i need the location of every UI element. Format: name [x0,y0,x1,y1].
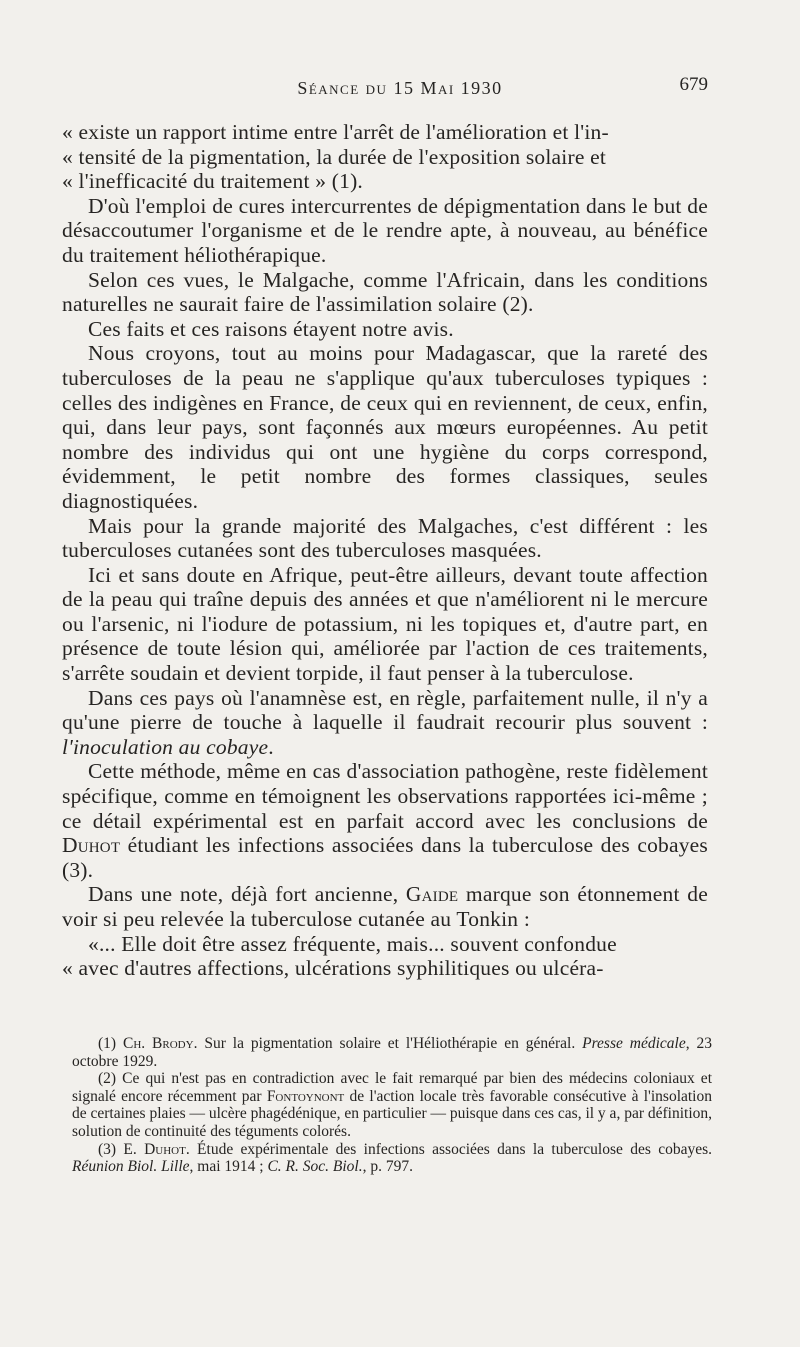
source-title: Réunion Biol. Lille [72,1158,190,1176]
emphasis: l'inoculation au cobaye [62,734,269,759]
author-name: Ch. Brody [122,1035,194,1052]
paragraph: Dans ces pays où l'anamnèse est, en règle, parfaitement nulle, il n'y a qu'une pierre de touche à laquelle il faudrait recourir plus souvent : l'inoculation au cobaye. [62,685,708,759]
body-text [62,120,708,981]
paragraph: Cette méthode, même en cas d'association pathogène, reste fidèlement spécifique, comme en témoignent les observations rapportées ici-même ; ce détail expérimental est en parfait accord avec les conclusions de Duhot étudiant les infections associées dans la tuberculose des cobayes (3). [62,759,708,882]
source-title: Presse médicale [582,1035,686,1052]
page-header [0,74,800,108]
footnote-2: (2) Ce qui n'est pas en contradiction avec le fait remarqué par bien des médecins coloniaux et signalé encore récemment par Fontoynont de l'action locale très favorable consécutive à l'insolation de certaines plaies — ulcère phagédénique, en particulier — puisque dans ces cas, il y a, par définition, solution de continuité des téguments colorés. [72,1070,712,1140]
author-name: Gaide [405,882,459,907]
author-name: Fontoynont [266,1087,345,1105]
paragraph: Dans une note, déjà fort ancienne, Gaide marque son étonnement de voir si peu relevée la tuberculose cutanée au Tonkin : [62,882,708,931]
quote-line: «... Elle doit être assez fréquente, mais... souvent confondue [88,931,617,956]
footnote-3: (3) E. Duhot. Étude expérimentale des infections associées dans la tuberculose des cobayes. Réunion Biol. Lille, mai 1914 ; C. R. Soc. Biol., p. 797. [72,1140,712,1176]
page-number: 679 [679,74,708,95]
paragraph: Selon ces vues, le Malgache, comme l'Africain, dans les conditions naturelles ne saurait faire de l'assimilation solaire (2). [62,267,708,317]
quote-line: « l'inefficacité du traitement » (1). [62,169,364,194]
running-title: Séance du 15 Mai 1930 [297,78,503,98]
paragraph: Ici et sans doute en Afrique, peut-être ailleurs, devant toute affection de la peau qui traîne depuis des années et que n'améliorent ni le mercure ou l'arsenic, ni l'iodure de potassium, ni les topiques et, d'autre part, en présence de toute lésion qui, améliorée par l'action de ces traitements, s'arrête soudain et devient torpide, il faut penser à la tuberculose. [62,562,708,686]
footnote-1: (1) Ch. Brody. Sur la pigmentation solaire et l'Héliothérapie en général. Presse médicale, 23 octobre 1929. [72,1035,713,1070]
quote-line: « existe un rapport intime entre l'arrêt de l'amélioration et l'in- [62,120,609,144]
quote-line: « avec d'autres affections, ulcérations syphilitiques ou ulcéra- [62,956,604,981]
paragraph: Mais pour la grande majorité des Malgaches, c'est différent : les tuberculoses cutanées sont des tuberculoses masquées. [62,513,708,563]
quote-block [62,932,708,981]
quote-continuation [62,120,708,194]
paragraph: Nous croyons, tout au moins pour Madagascar, que la rareté des tuberculoses de la peau ne s'applique qu'aux tuberculoses typiques : celles des indigènes en France, de ceux qui en reviennent, de ceux, enfin, qui, dans leur pays, sont façonnés aux mœurs européennes. Au petit nombre des individus qui ont une hygiène du corps correspond, évidemment, le petit nombre des formes classiques, seules diagnostiquées. [62,341,708,513]
quote-line: « tensité de la pigmentation, la durée de l'exposition solaire et [62,144,607,169]
source-title: C. R. Soc. Biol. [267,1158,363,1176]
paragraph: Ces faits et ces raisons étayent notre avis. [88,316,454,341]
author-name: Duhot [144,1140,186,1158]
footnotes [72,1035,712,1176]
paragraph: D'où l'emploi de cures intercurrentes de dépigmentation dans le but de désaccoutumer l'organisme et de le rendre apte, à nouveau, au bénéfice du traitement héliothérapique. [62,193,708,267]
author-name: Duhot [62,833,121,858]
